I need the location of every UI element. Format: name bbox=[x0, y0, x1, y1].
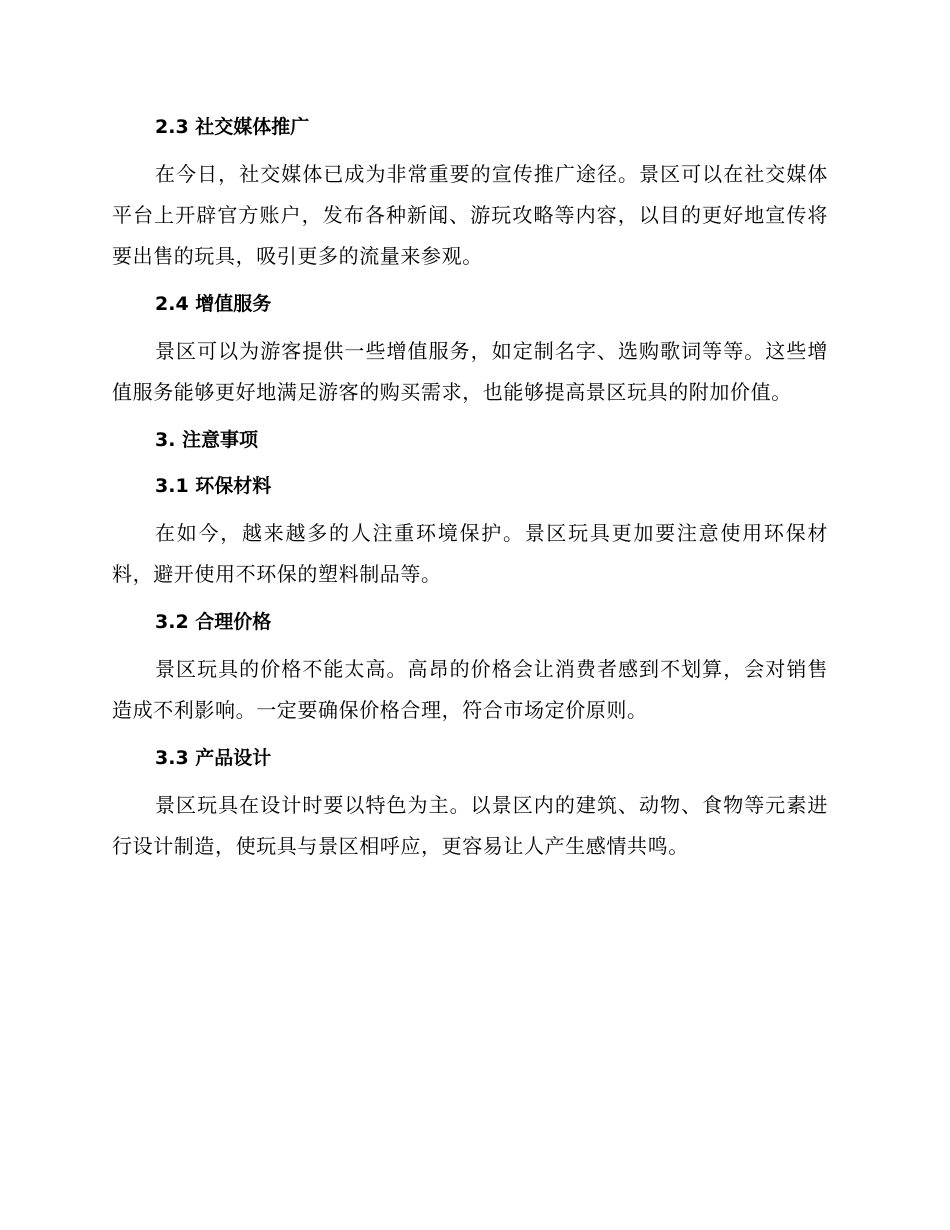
section-heading: 2.3 社交媒体推广 bbox=[155, 116, 310, 138]
section-heading: 3.3 产品设计 bbox=[155, 747, 272, 769]
chapter-heading: 3. 注意事项 bbox=[155, 429, 259, 451]
section-heading: 3.2 合理价格 bbox=[155, 611, 272, 633]
section-heading: 2.4 增值服务 bbox=[155, 293, 272, 315]
section-paragraph: 在今日，社交媒体已成为非常重要的宣传推广途径。景区可以在社交媒体平台上开辟官方账户，发布各种新闻、游玩攻略等内容，以目的更好地宣传将要出售的玩具，吸引更多的流量来参观。 bbox=[112, 162, 828, 268]
section-paragraph: 景区可以为游客提供一些增值服务，如定制名字、选购歌词等等。这些增值服务能够更好地满足游客的购买需求，也能够提高景区玩具的附加价值。 bbox=[112, 339, 828, 404]
section-paragraph: 景区玩具在设计时要以特色为主。以景区内的建筑、动物、食物等元素进行设计制造，使玩具与景区相呼应，更容易让人产生感情共鸣。 bbox=[112, 793, 828, 858]
document-content bbox=[112, 108, 828, 875]
section-paragraph: 景区玩具的价格不能太高。高昂的价格会让消费者感到不划算，会对销售造成不利影响。一定要确保价格合理，符合市场定价原则。 bbox=[112, 657, 828, 722]
section-heading: 3.1 环保材料 bbox=[155, 475, 272, 497]
section-paragraph: 在如今，越来越多的人注重环境保护。景区玩具更加要注意使用环保材料，避开使用不环保的塑料制品等。 bbox=[112, 521, 828, 586]
